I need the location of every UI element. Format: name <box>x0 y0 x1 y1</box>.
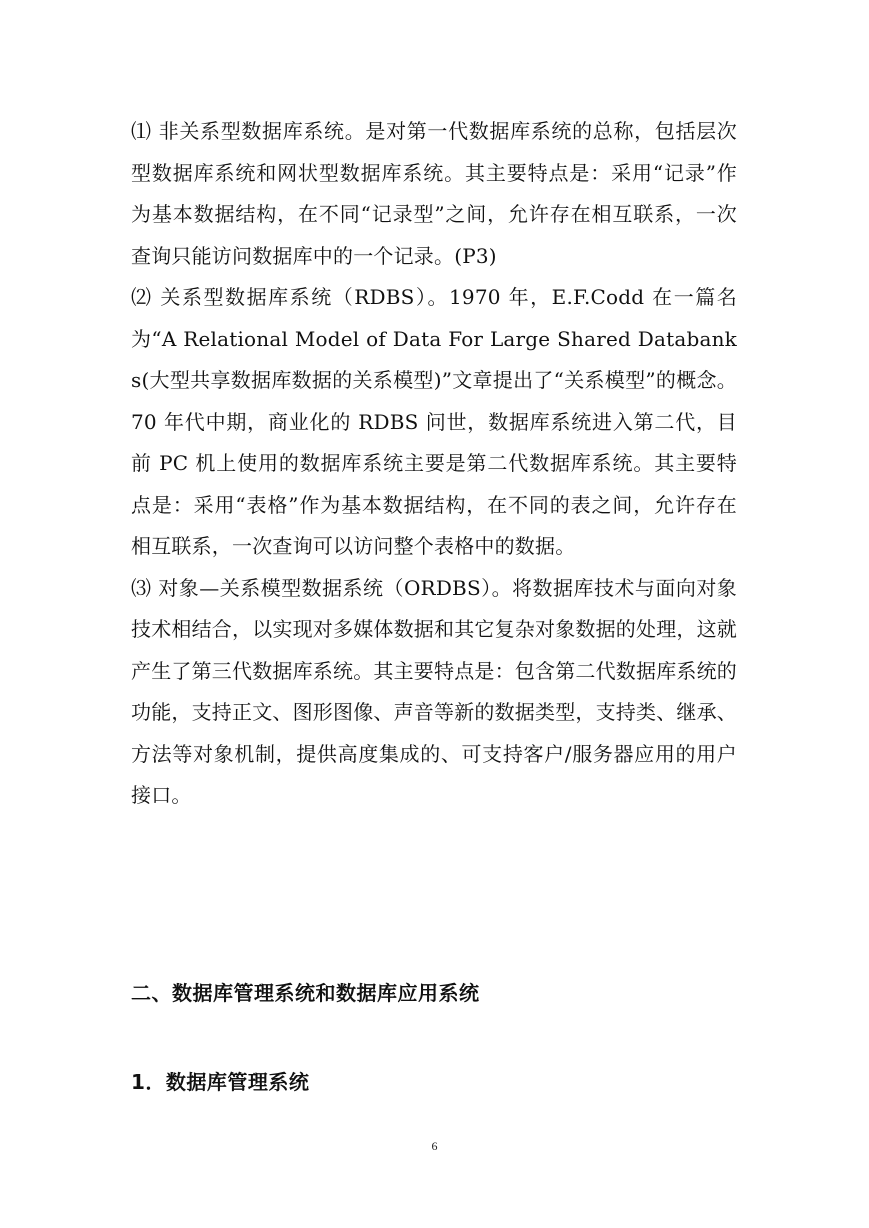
section-heading: 二、数据库管理系统和数据库应用系统 <box>131 981 480 1005</box>
subsection-heading: 1．数据库管理系统 <box>131 1070 310 1094</box>
body-text <box>131 111 737 817</box>
paragraph-non-relational-dbs: ⑴ 非关系型数据库系统。是对第一代数据库系统的总称，包括层次型数据库系统和网状型数据库系统。其主要特点是：采用“记录”作为基本数据结构，在不同“记录型”之间，允许存在相互联系，一次查询只能访问数据库中的一个记录。(P3) <box>131 119 737 268</box>
paragraph-object-relational-dbs: ⑶ 对象—关系模型数据系统（ORDBS）。将数据库技术与面向对象技术相结合，以实现对多媒体数据和其它复杂对象数据的处理，这就产生了第三代数据库系统。其主要特点是：包含第二代数据库系统的功能，支持正文、图形图像、声音等新的数据类型，支持类、继承、方法等对象机制，提供高度集成的、可支持客户/服务器应用的用户接口。 <box>131 575 737 807</box>
paragraph-relational-dbs: ⑵ 关系型数据库系统（RDBS）。1970 年，E.F.Codd 在一篇名为“A Relational Model of Data For Large Shared Databanks(大型共享数据库数据的关系模型)”文章提出了“关系模型”的概念。70 年代中期，商业化的 RDBS 问世，数据库系统进入第二代，目前 PC 机上使用的数据库系统主要是第二代数据库系统。其主要特点是：采用“表格”作为基本数据结构，在不同的表之间，允许存在相互联系，一次查询可以访问整个表格中的数据。 <box>131 285 737 558</box>
page-number: 6 <box>431 1139 438 1153</box>
